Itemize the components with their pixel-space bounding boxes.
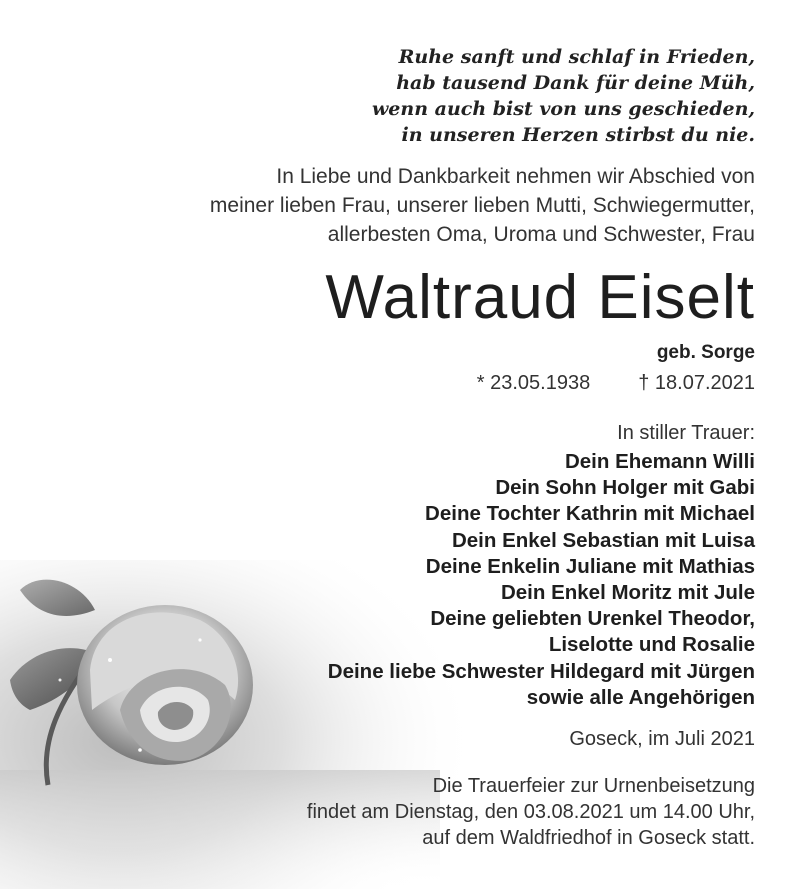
intro-line: allerbesten Oma, Uroma und Schwester, Frau [327, 223, 755, 246]
mourners-list [328, 449, 755, 711]
funeral-line: findet am Dienstag, den 03.08.2021 um 14.00 Uhr, [306, 801, 755, 823]
poem-line: hab tausend Dank für deine Müh, [396, 72, 755, 94]
mourner-line: Liselotte und Rosalie [548, 633, 755, 657]
life-dates [477, 370, 755, 396]
mourner-line: Deine Tochter Kathrin mit Michael [425, 502, 755, 526]
mourner-line: Dein Enkel Sebastian mit Luisa [451, 528, 755, 552]
birth-name: geb. Sorge [656, 342, 755, 363]
poem-line: wenn auch bist von uns geschieden, [371, 98, 755, 120]
mourner-line: Deine Enkelin Juliane mit Mathias [425, 554, 755, 578]
deceased-name: Waltraud Eiselt [325, 263, 755, 332]
memorial-poem [372, 44, 755, 148]
funeral-notice [307, 773, 755, 851]
poem-line: in unseren Herzen stirbst du nie. [401, 124, 755, 146]
mourner-line: Dein Enkel Moritz mit Jule [500, 581, 755, 605]
funeral-line: auf dem Waldfriedhof in Goseck statt. [422, 827, 755, 849]
mourner-line: sowie alle Angehörigen [526, 685, 755, 709]
poem-line: Ruhe sanft und schlaf in Frieden, [398, 46, 755, 68]
place-and-date: Goseck, im Juli 2021 [569, 728, 755, 750]
funeral-line: Die Trauerfeier zur Urnenbeisetzung [432, 775, 755, 797]
birth-date: * 23.05.1938 [476, 372, 591, 394]
intro-line: meiner lieben Frau, unserer lieben Mutti, Schwiegermutter, [209, 194, 755, 217]
farewell-intro [210, 162, 755, 249]
death-date: † 18.07.2021 [638, 372, 755, 394]
mourners-heading: In stiller Trauer: [617, 422, 755, 444]
mourner-line: Deine liebe Schwester Hildegard mit Jürgen [327, 659, 755, 683]
mourner-line: Dein Ehemann Willi [564, 450, 755, 473]
intro-line: In Liebe und Dankbarkeit nehmen wir Abschied von [276, 165, 755, 188]
mourner-line: Deine geliebten Urenkel Theodor, [430, 607, 755, 631]
mourner-line: Dein Sohn Holger mit Gabi [495, 476, 755, 500]
